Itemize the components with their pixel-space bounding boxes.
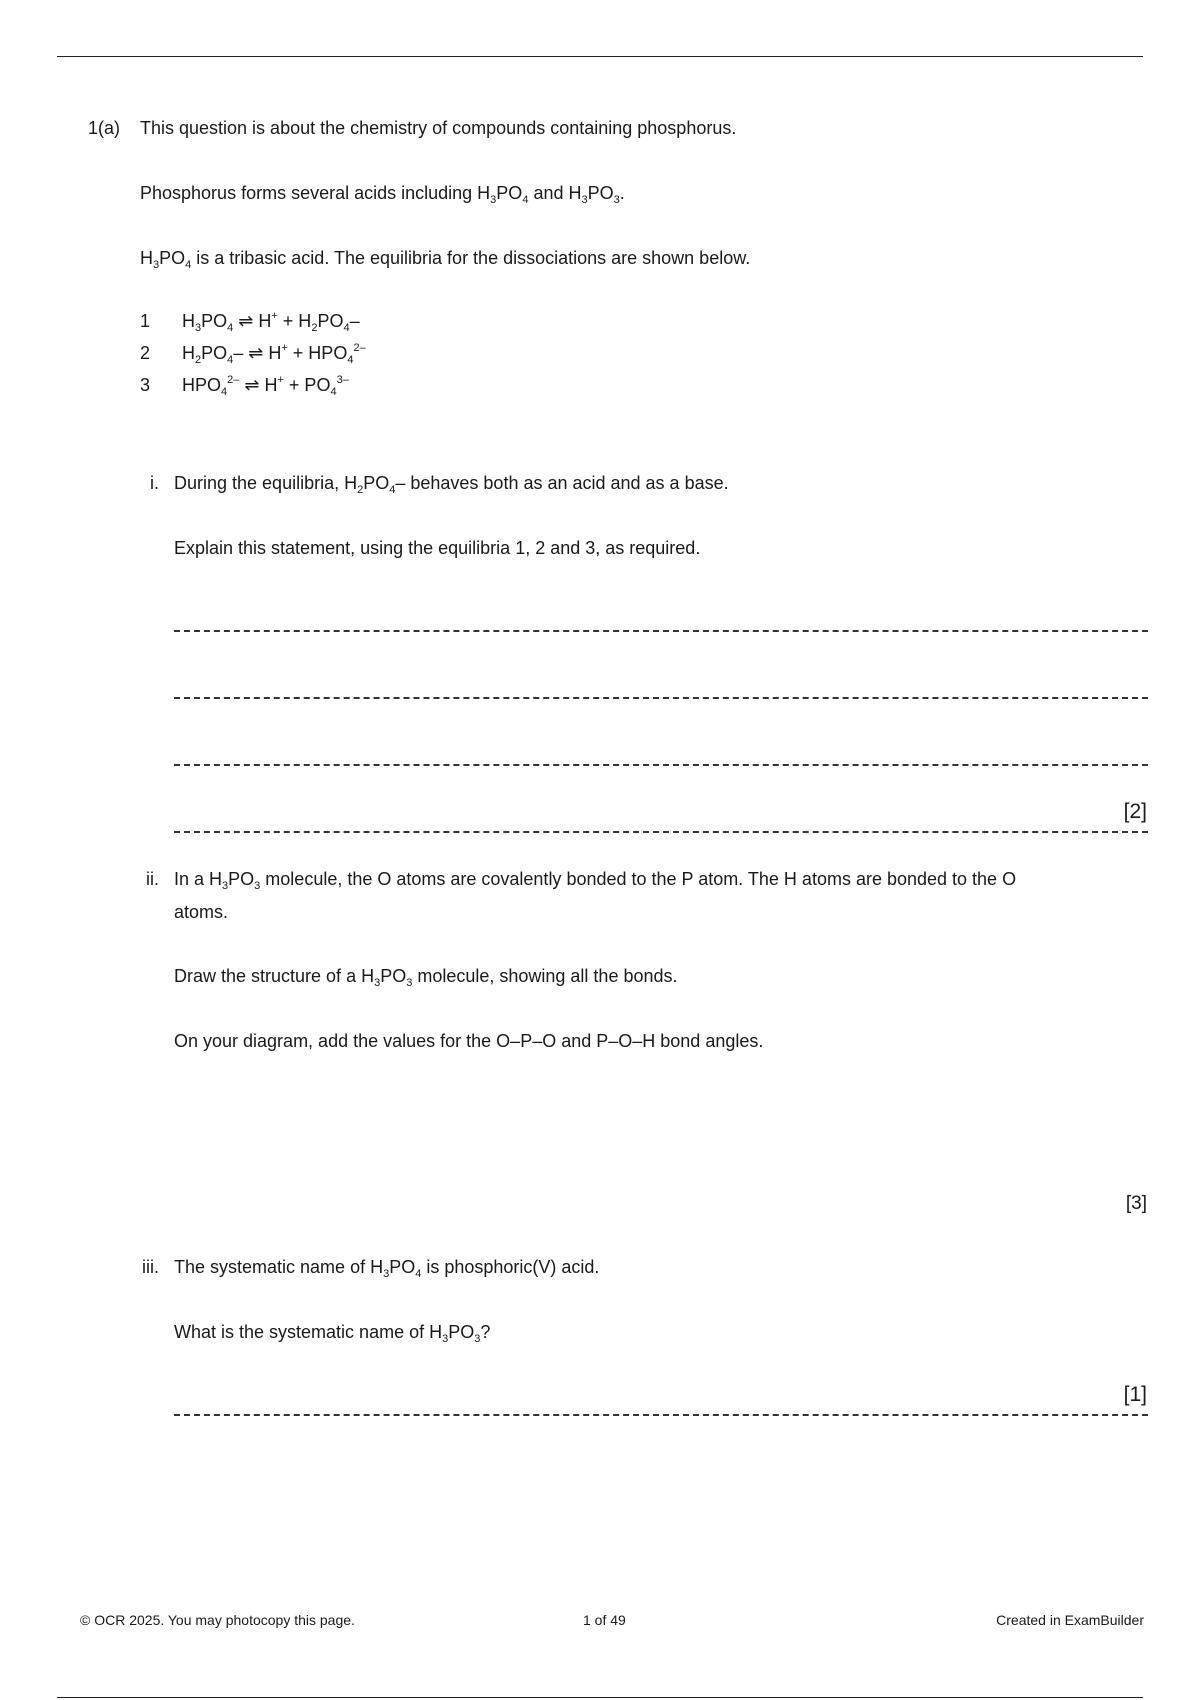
answer-line[interactable] <box>174 630 1148 632</box>
top-rule <box>57 56 1143 57</box>
part-ii-label: ii. <box>146 869 159 889</box>
answer-line[interactable] <box>174 764 1148 766</box>
part-i-text: During the equilibria, $H_2PO_4-$ behaves both as an acid and as a base. <box>174 473 729 496</box>
equilibrium-1: 1 $H_3PO_4$ ⇌ $H^+ + H_2PO_4-$ <box>140 310 360 334</box>
part-iii-question: What is the systematic name of $H_3PO_3$? <box>174 1322 491 1345</box>
equilibrium-3: 3 $HPO_4^{2-}$ ⇌ $H^+ + PO_4^{3-}$ <box>140 374 349 398</box>
question-number: 1(a) <box>88 118 121 138</box>
bottom-rule <box>57 1697 1143 1698</box>
mark-allocation: [1] <box>1123 1383 1147 1406</box>
equilibrium-2: 2 $H_2PO_4-$ ⇌ $H^+ + HPO_4^{2-}$ <box>140 342 366 366</box>
part-iii-text: The systematic name of $H_3PO_4$ is phosphoric(V) acid. <box>174 1257 600 1280</box>
footer-page-number: 1 of 49 <box>583 1612 626 1628</box>
intro-text: Phosphorus forms several acids including $H_3PO_4$ and $H_3PO_3$. <box>140 183 625 206</box>
part-i-instruction: Explain this statement, using the equilibria 1, 2 and 3, as required. <box>174 538 701 558</box>
part-ii-text-line2: atoms. <box>174 902 229 922</box>
answer-line[interactable] <box>174 697 1148 699</box>
answer-line[interactable] <box>174 831 1148 833</box>
footer-copyright: © OCR 2025. You may photocopy this page. <box>80 1612 355 1628</box>
part-iii-label: iii. <box>142 1257 159 1277</box>
mark-allocation: [3] <box>1125 1193 1147 1214</box>
tribasic-text: $H_3PO_4$ is a tribasic acid. The equilibria for the dissociations are shown below. <box>140 248 751 271</box>
part-i-label: i. <box>150 473 159 493</box>
answer-line[interactable] <box>174 1414 1148 1416</box>
mark-allocation: [2] <box>1123 800 1147 823</box>
footer-credit: Created in ExamBuilder <box>996 1612 1144 1628</box>
part-ii-text: In a $H_3PO_3$ molecule, the O atoms are covalently bonded to the P atom. The H atoms are bonded to the O <box>174 869 1017 892</box>
question-stem: This question is about the chemistry of compounds containing phosphorus. <box>140 118 737 138</box>
part-ii-angles: On your diagram, add the values for the O–P–O and P–O–H bond angles. <box>174 1031 764 1051</box>
part-ii-draw: Draw the structure of a $H_3PO_3$ molecule, showing all the bonds. <box>174 966 678 989</box>
